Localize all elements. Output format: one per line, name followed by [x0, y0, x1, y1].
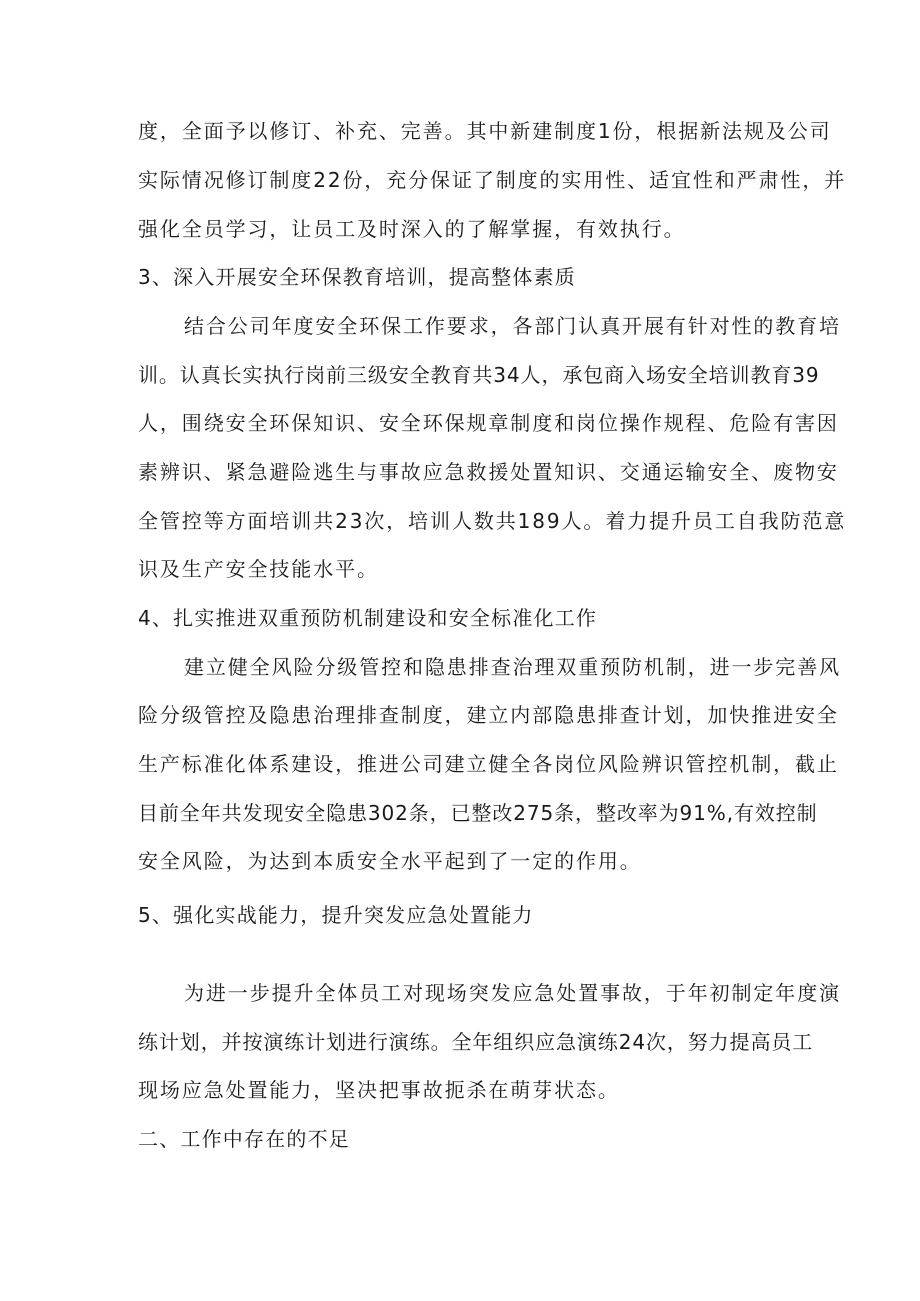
section-heading-5: 5、强化实战能力，提升突发应急处置能力: [138, 903, 534, 927]
section-heading-2: 二、工作中存在的不足: [138, 1127, 350, 1151]
paragraph-line: 目前全年共发现安全隐患302条，已整改275条，整改率为91%,有效控制: [138, 801, 818, 825]
paragraph-line: 练计划，并按演练计划进行演练。全年组织应急演练24次，努力提高员工: [138, 1030, 814, 1054]
paragraph-line: 现场应急处置能力，坚决把事故扼杀在萌芽状态。: [138, 1078, 620, 1102]
paragraph-line: 强化全员学习，让员工及时深入的了解掌握，有效执行。: [138, 217, 686, 241]
paragraph-line: 实际情况修订制度22份，充分保证了制度的实用性、适宜性和严肃性，并: [138, 168, 847, 192]
paragraph-line: 人，围绕安全环保知识、安全环保规章制度和岗位操作规程、危险有害因: [138, 411, 839, 435]
paragraph-line: 生产标准化体系建设，推进公司建立健全各岗位风险辨识管控机制，截止: [138, 752, 839, 776]
paragraph-line: 为进一步提升全体员工对现场突发应急处置事故，于年初制定年度演: [184, 981, 841, 1005]
paragraph-line: 结合公司年度安全环保工作要求，各部门认真开展有针对性的教育培: [184, 314, 841, 338]
paragraph-line: 度，全面予以修订、补充、完善。其中新建制度1份，根据新法规及公司: [138, 119, 832, 143]
paragraph-line: 建立健全风险分级管控和隐患排查治理双重预防机制，进一步完善风: [184, 655, 841, 679]
paragraph-line: 全管控等方面培训共23次，培训人数共189人。着力提升员工自我防范意: [138, 509, 847, 533]
paragraph-line: 安全风险，为达到本质安全水平起到了一定的作用。: [138, 849, 642, 873]
paragraph-line: 训。认真长实执行岗前三级安全教育共34人，承包商入场安全培训教育39: [138, 363, 820, 387]
paragraph-line: 险分级管控及隐患治理排查制度，建立内部隐患排查计划，加快推进安全: [138, 703, 839, 727]
section-heading-4: 4、扎实推进双重预防机制建设和安全标准化工作: [138, 606, 598, 630]
paragraph-line: 素辨识、紧急避险逃生与事故应急救援处置知识、交通运输安全、废物安: [138, 460, 839, 484]
section-heading-3: 3、深入开展安全环保教育培训，提高整体素质: [138, 265, 576, 289]
paragraph-line: 识及生产安全技能水平。: [138, 557, 379, 581]
